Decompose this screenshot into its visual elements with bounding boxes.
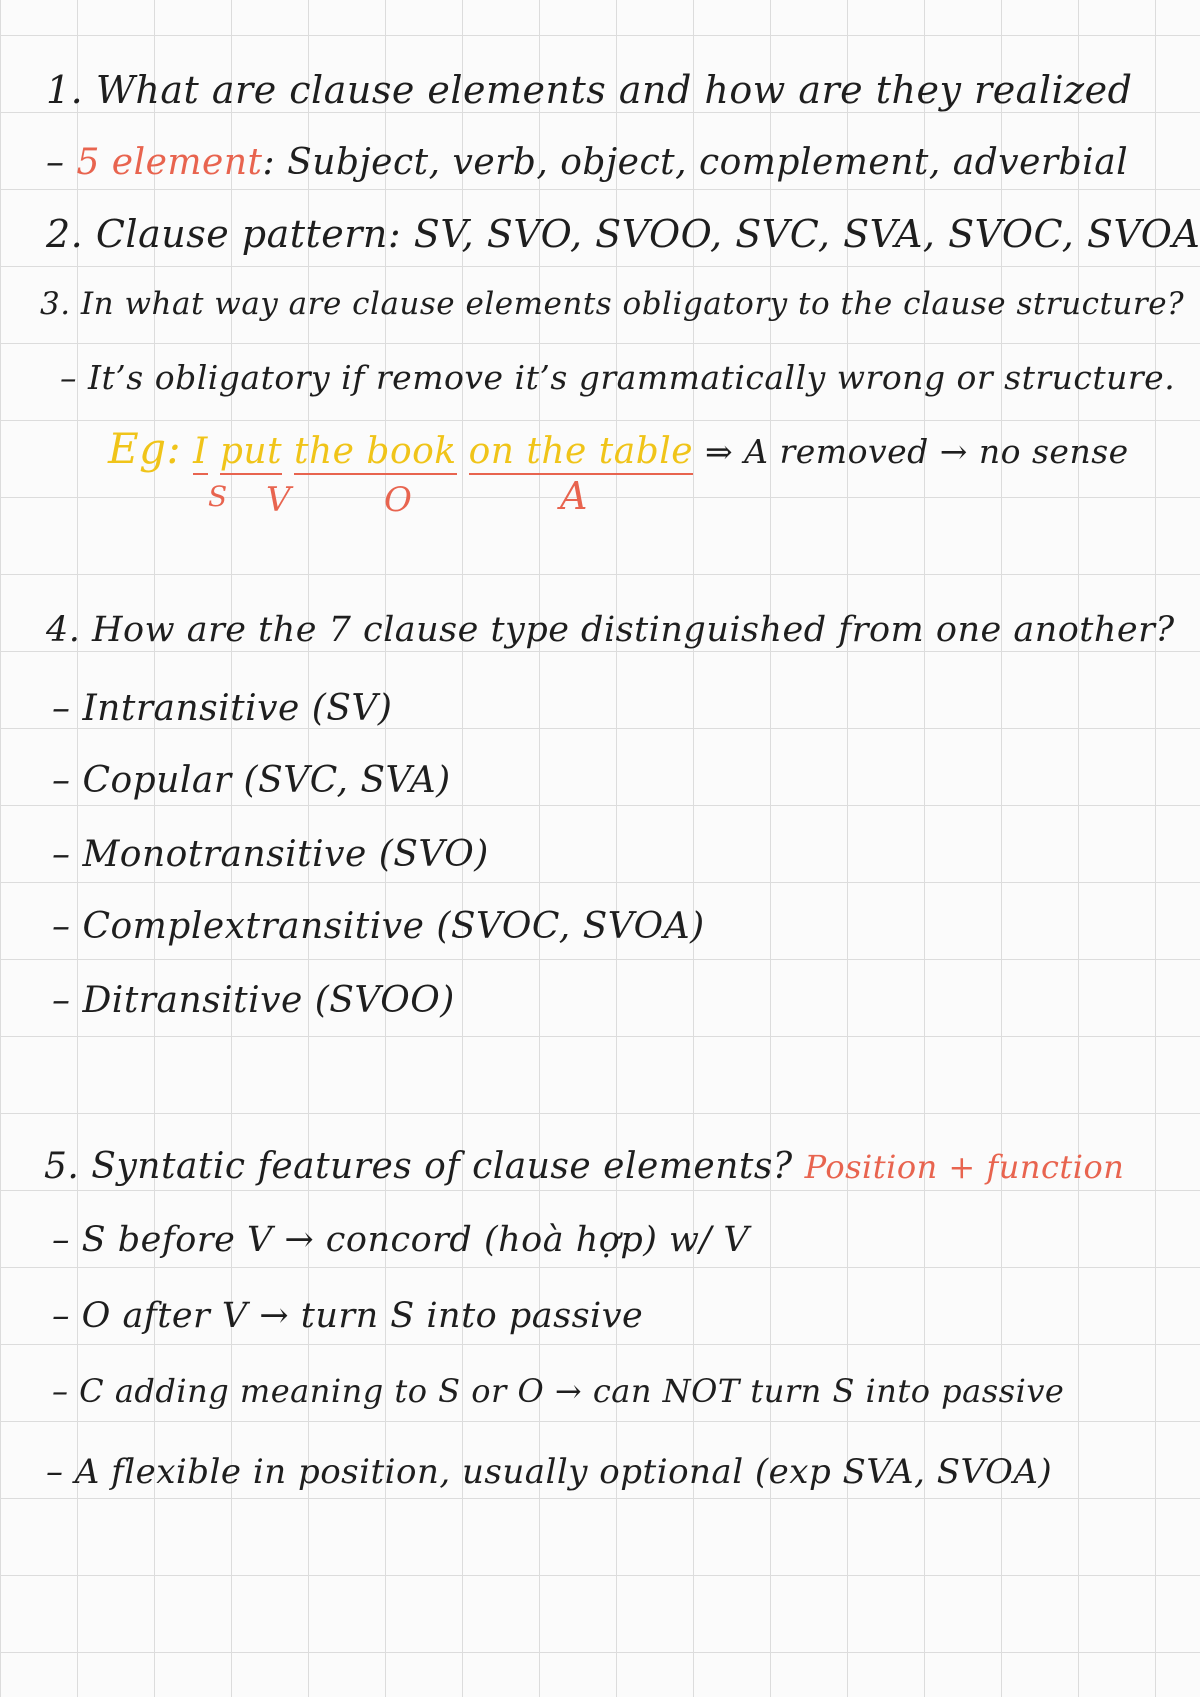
type-monotransitive: – Monotransitive (SVO): [52, 834, 489, 875]
answer-1-highlight: 5 element: [76, 142, 263, 183]
feature-adverbial: – A flexible in position, usually optional (exp SVA, SVOA): [46, 1452, 1053, 1492]
question-4: 4. How are the 7 clause type distinguished from one another?: [46, 610, 1175, 650]
label-o: O: [384, 480, 412, 520]
example-object: the book: [294, 431, 457, 475]
example-adverbial: on the table: [469, 431, 694, 475]
type-ditransitive: – Ditransitive (SVOO): [52, 980, 455, 1021]
answer-1-text: : Subject, verb, object, complement, adverbial: [262, 142, 1129, 183]
answer-1: [46, 142, 1128, 183]
type-intransitive: – Intransitive (SV): [52, 688, 393, 729]
example-label: Eg:: [108, 424, 182, 473]
example-verb: put: [220, 431, 282, 475]
answer-3: – It’s obligatory if remove it’s grammatically wrong or structure.: [60, 358, 1176, 397]
feature-subject: – S before V → concord (hoà hợp) w/ V: [52, 1220, 750, 1260]
feature-complement: – C adding meaning to S or O → can NOT turn S into passive: [52, 1372, 1065, 1410]
type-complextransitive: – Complextransitive (SVOC, SVOA): [52, 906, 705, 947]
question-5-highlight: Position + function: [804, 1148, 1125, 1186]
question-5: [44, 1146, 1124, 1187]
question-3: 3. In what way are clause elements obligatory to the clause structure?: [40, 286, 1185, 322]
feature-object: – O after V → turn S into passive: [52, 1296, 644, 1336]
question-2: 2. Clause pattern: SV, SVO, SVOO, SVC, SVA, SVOC, SVOA: [46, 212, 1200, 256]
type-copular: – Copular (SVC, SVA): [52, 760, 451, 801]
question-1: 1. What are clause elements and how are they realized: [46, 68, 1133, 112]
example-result: ⇒ A removed → no sense: [705, 432, 1129, 471]
answer-1-dash: –: [46, 142, 77, 183]
label-s: S: [208, 480, 228, 513]
label-v: V: [266, 480, 291, 520]
question-5-text: 5. Syntatic features of clause elements?: [44, 1146, 793, 1187]
example-subject: I: [193, 431, 208, 475]
label-a: A: [560, 474, 588, 518]
example-sentence: [108, 424, 1129, 473]
